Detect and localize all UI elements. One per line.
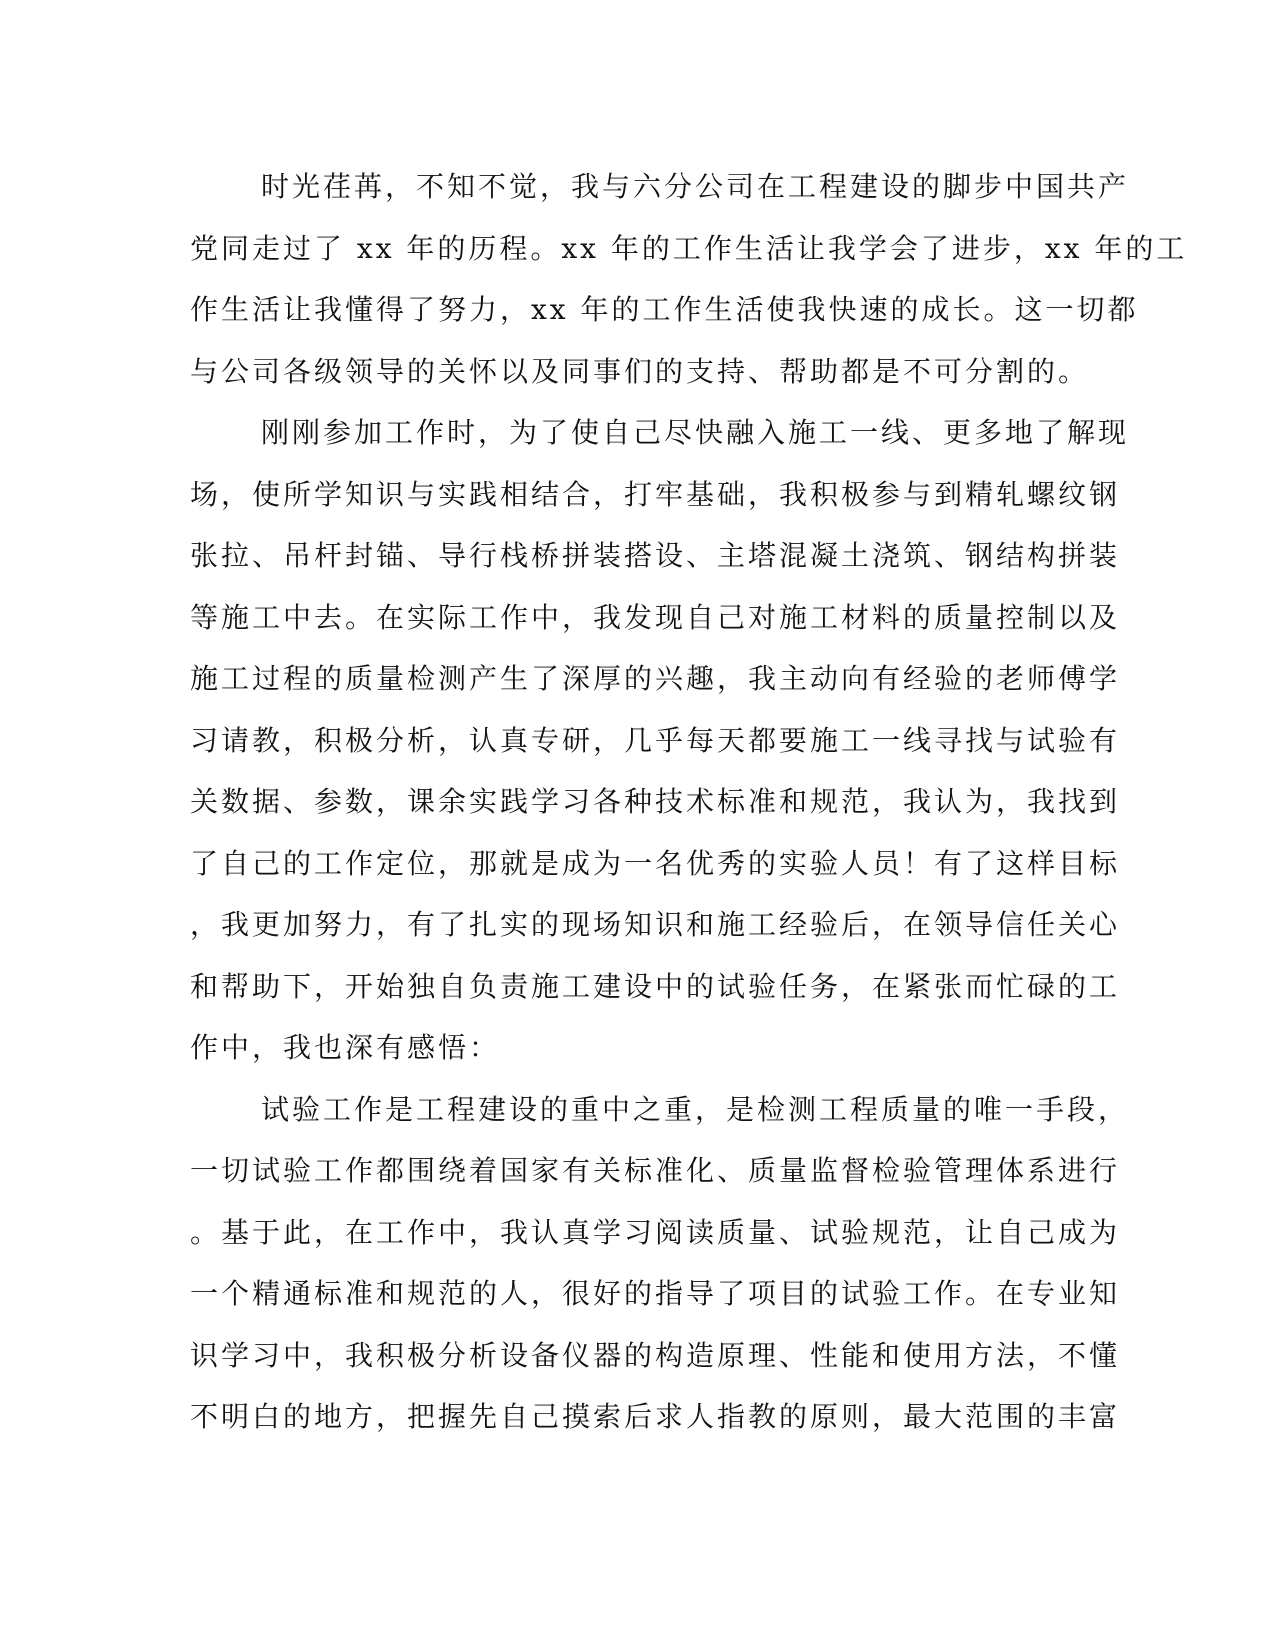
text-line: ，我更加努力，有了扎实的现场知识和施工经验后，在领导信任关心 bbox=[190, 908, 1121, 941]
text-line: 和帮助下，开始独自负责施工建设中的试验任务，在紧张而忙碌的工 bbox=[190, 969, 1121, 1003]
text-line: 时光荏苒，不知不觉，我与六分公司在工程建设的脚步中国共产 bbox=[261, 170, 1130, 203]
text-line: 场，使所学知识与实践相结合，打牢基础，我积极参与到精轧螺纹钢 bbox=[190, 477, 1121, 511]
document-body bbox=[190, 156, 1188, 1448]
text-line: 关数据、参数，课余实践学习各种技术标准和规范，我认为，我找到 bbox=[190, 785, 1121, 818]
text-line: 不明白的地方，把握先自己摸索后求人指教的原则，最大范围的丰富 bbox=[190, 1400, 1121, 1433]
text-line: 一切试验工作都围绕着国家有关标准化、质量监督检验管理体系进行 bbox=[190, 1154, 1121, 1187]
paragraph-1 bbox=[190, 156, 1188, 402]
text-line: 刚刚参加工作时，为了使自己尽快融入施工一线、更多地了解现 bbox=[261, 416, 1130, 449]
paragraph-2 bbox=[190, 402, 1130, 1079]
text-line: 党同走过了 xx 年的历程。xx 年的工作生活让我学会了进步，xx 年的工 bbox=[190, 231, 1188, 265]
text-line: 作中，我也深有感悟： bbox=[190, 1031, 501, 1064]
text-line: 一个精通标准和规范的人，很好的指导了项目的试验工作。在专业知 bbox=[190, 1277, 1121, 1310]
text-line: 试验工作是工程建设的重中之重，是检测工程质量的唯一手段， bbox=[261, 1092, 1130, 1126]
text-line: 。基于此，在工作中，我认真学习阅读质量、试验规范，让自己成为 bbox=[190, 1215, 1121, 1249]
text-line: 习请教，积极分析，认真专研，几乎每天都要施工一线寻找与试验有 bbox=[190, 723, 1121, 757]
text-line: 了自己的工作定位，那就是成为一名优秀的实验人员！有了这样目标 bbox=[190, 846, 1121, 880]
text-line: 等施工中去。在实际工作中，我发现自己对施工材料的质量控制以及 bbox=[190, 600, 1121, 634]
text-line: 施工过程的质量检测产生了深厚的兴趣，我主动向有经验的老师傅学 bbox=[190, 662, 1121, 695]
text-line: 张拉、吊杆封锚、导行栈桥拼装搭设、主塔混凝土浇筑、钢结构拼装 bbox=[190, 539, 1121, 572]
text-line: 作生活让我懂得了努力，xx 年的工作生活使我快速的成长。这一切都 bbox=[190, 293, 1139, 326]
text-line: 与公司各级领导的关怀以及同事们的支持、帮助都是不可分割的。 bbox=[190, 354, 1090, 388]
paragraph-3 bbox=[190, 1079, 1130, 1448]
text-line: 识学习中，我积极分析设备仪器的构造原理、性能和使用方法，不懂 bbox=[190, 1338, 1121, 1372]
